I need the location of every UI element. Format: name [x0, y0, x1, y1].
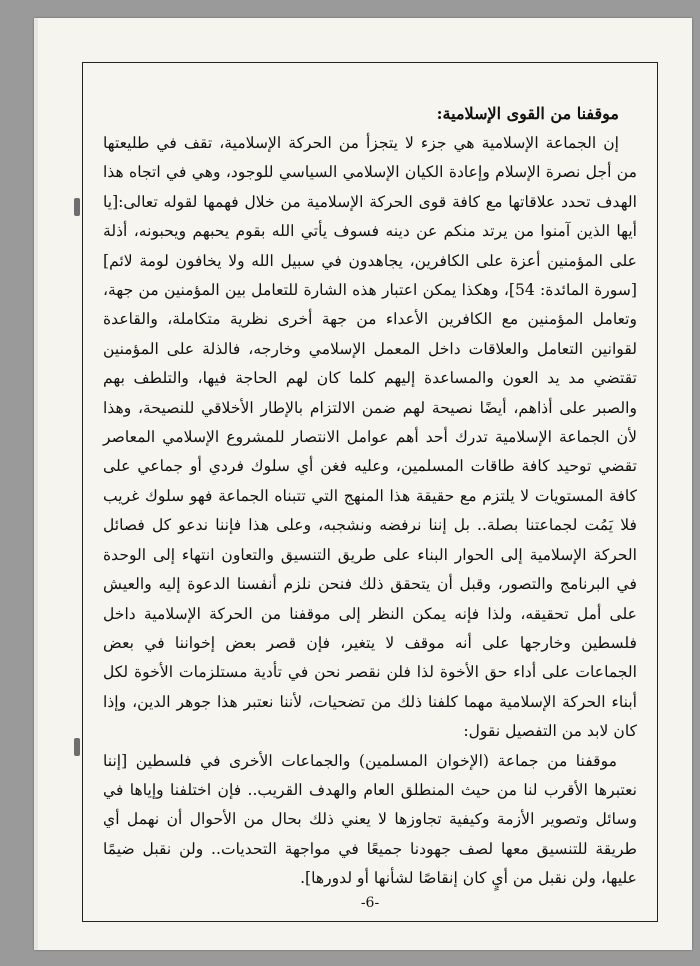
page-number: -6-: [360, 895, 380, 911]
document-page: [34, 18, 692, 950]
binding-mark-top: [74, 198, 80, 216]
binding-mark-bottom: [74, 738, 80, 756]
page-frame: [82, 62, 658, 922]
body-text: [103, 99, 637, 894]
section-heading: موقفنا من القوى الإسلامية:: [436, 104, 619, 123]
paragraph-two: موقفنا من جماعة (الإخوان المسلمين) والجماعات الأخرى في فلسطين [إننا نعتبرها الأقرب لنا من حيث المنطلق العام والهدف القريب.. فإن اختلفنا وإياها في وسائل وتصوير الأزمة وكيفية تجاوزها لا يعني ذلك بحال من الأحوال أن نهمل أي طريقة للتنسيق معها لصف جهودنا جميعًا في مواجهة التحديات.. ولن نقبل ضيمًا عليها، ولن نقبل من أيٍ كان إنقاصًا لشأنها أو لدورها].: [103, 751, 637, 888]
paragraph-one: إن الجماعة الإسلامية هي جزء لا يتجزأ من الحركة الإسلامية، تقف في طليعتها من أجل نصرة الإسلام وإعادة الكيان الإسلامي السياسي للوجود، وهي في اتجاه هذا الهدف تحدد علاقاتها مع كافة قوى الحركة الإسلامية من خلال فهمها لقوله تعالى:[يا أيها الذين آمنوا من يرتد منكم عن دينه فسوف يأتي الله بقوم يحبهم ويحبونه، أذلة على المؤمنين أعزة على الكافرين، يجاهدون في سبيل الله ولا يخافون لومة لائم] [سورة المائدة: 54]، وهكذا يمكن اعتبار هذه الشارة للتعامل بين المؤمنين من جهة، وتعامل المؤمنين مع الكافرين الأعداء من جهة أخرى نظرية متكاملة، والقاعدة لقوانين التعامل والعلاقات داخل المعمل الإسلامي وخارجه، فالذلة على المؤمنين تقتضي مد يد العون والمساعدة إليهم كلما كان لهم الحاجة فيها، والتلطف بهم والصبر على أذاهم، أيضًا نصيحة لهم ضمن الالتزام بالإطار الأخلاقي للنصيحة، وهذا لأن الجماعة الإسلامية تدرك أحد أهم عوامل الانتصار للمشروع الإسلامي المعاصر تقضي توحيد كافة طاقات المسلمين، وعليه فغن أي سلوك فردي أو جماعي على كافة المستويات لا يلتزم مع حقيقة هذا المنهج التي تتبناه الجماعة فهو سلوك غريب فلا يَمُت لجماعتنا بصلة.. بل إننا نرفضه ونشجبه، وعلى هذا فإننا ندعو كل فصائل الحركة الإسلامية إلى الحوار البناء على طريق التنسيق والتعاون انتهاء إلى الوحدة في البرنامج والتصور، وقبل أن يتحقق ذلك فنحن نلزم أنفسنا الدعوة إليه والعيش على أمل تحقيقه، ولذا فإنه يمكن النظر إلى موقفنا من الحركة الإسلامية داخل فلسطين وخارجها على أنه موقف لا يتغير، فإن قصر بعض إخواننا في بعض الجماعات على أداء حق الأخوة لذا فلن نقصر نحن في تأدية مستلزمات الأخوة لكل أبناء الحركة الإسلامية مهما كلفنا ذلك من تضحيات، لأننا نعتبر هذا جوهر الدين، وإذا كان لابد من التفصيل نقول:: [103, 134, 637, 741]
